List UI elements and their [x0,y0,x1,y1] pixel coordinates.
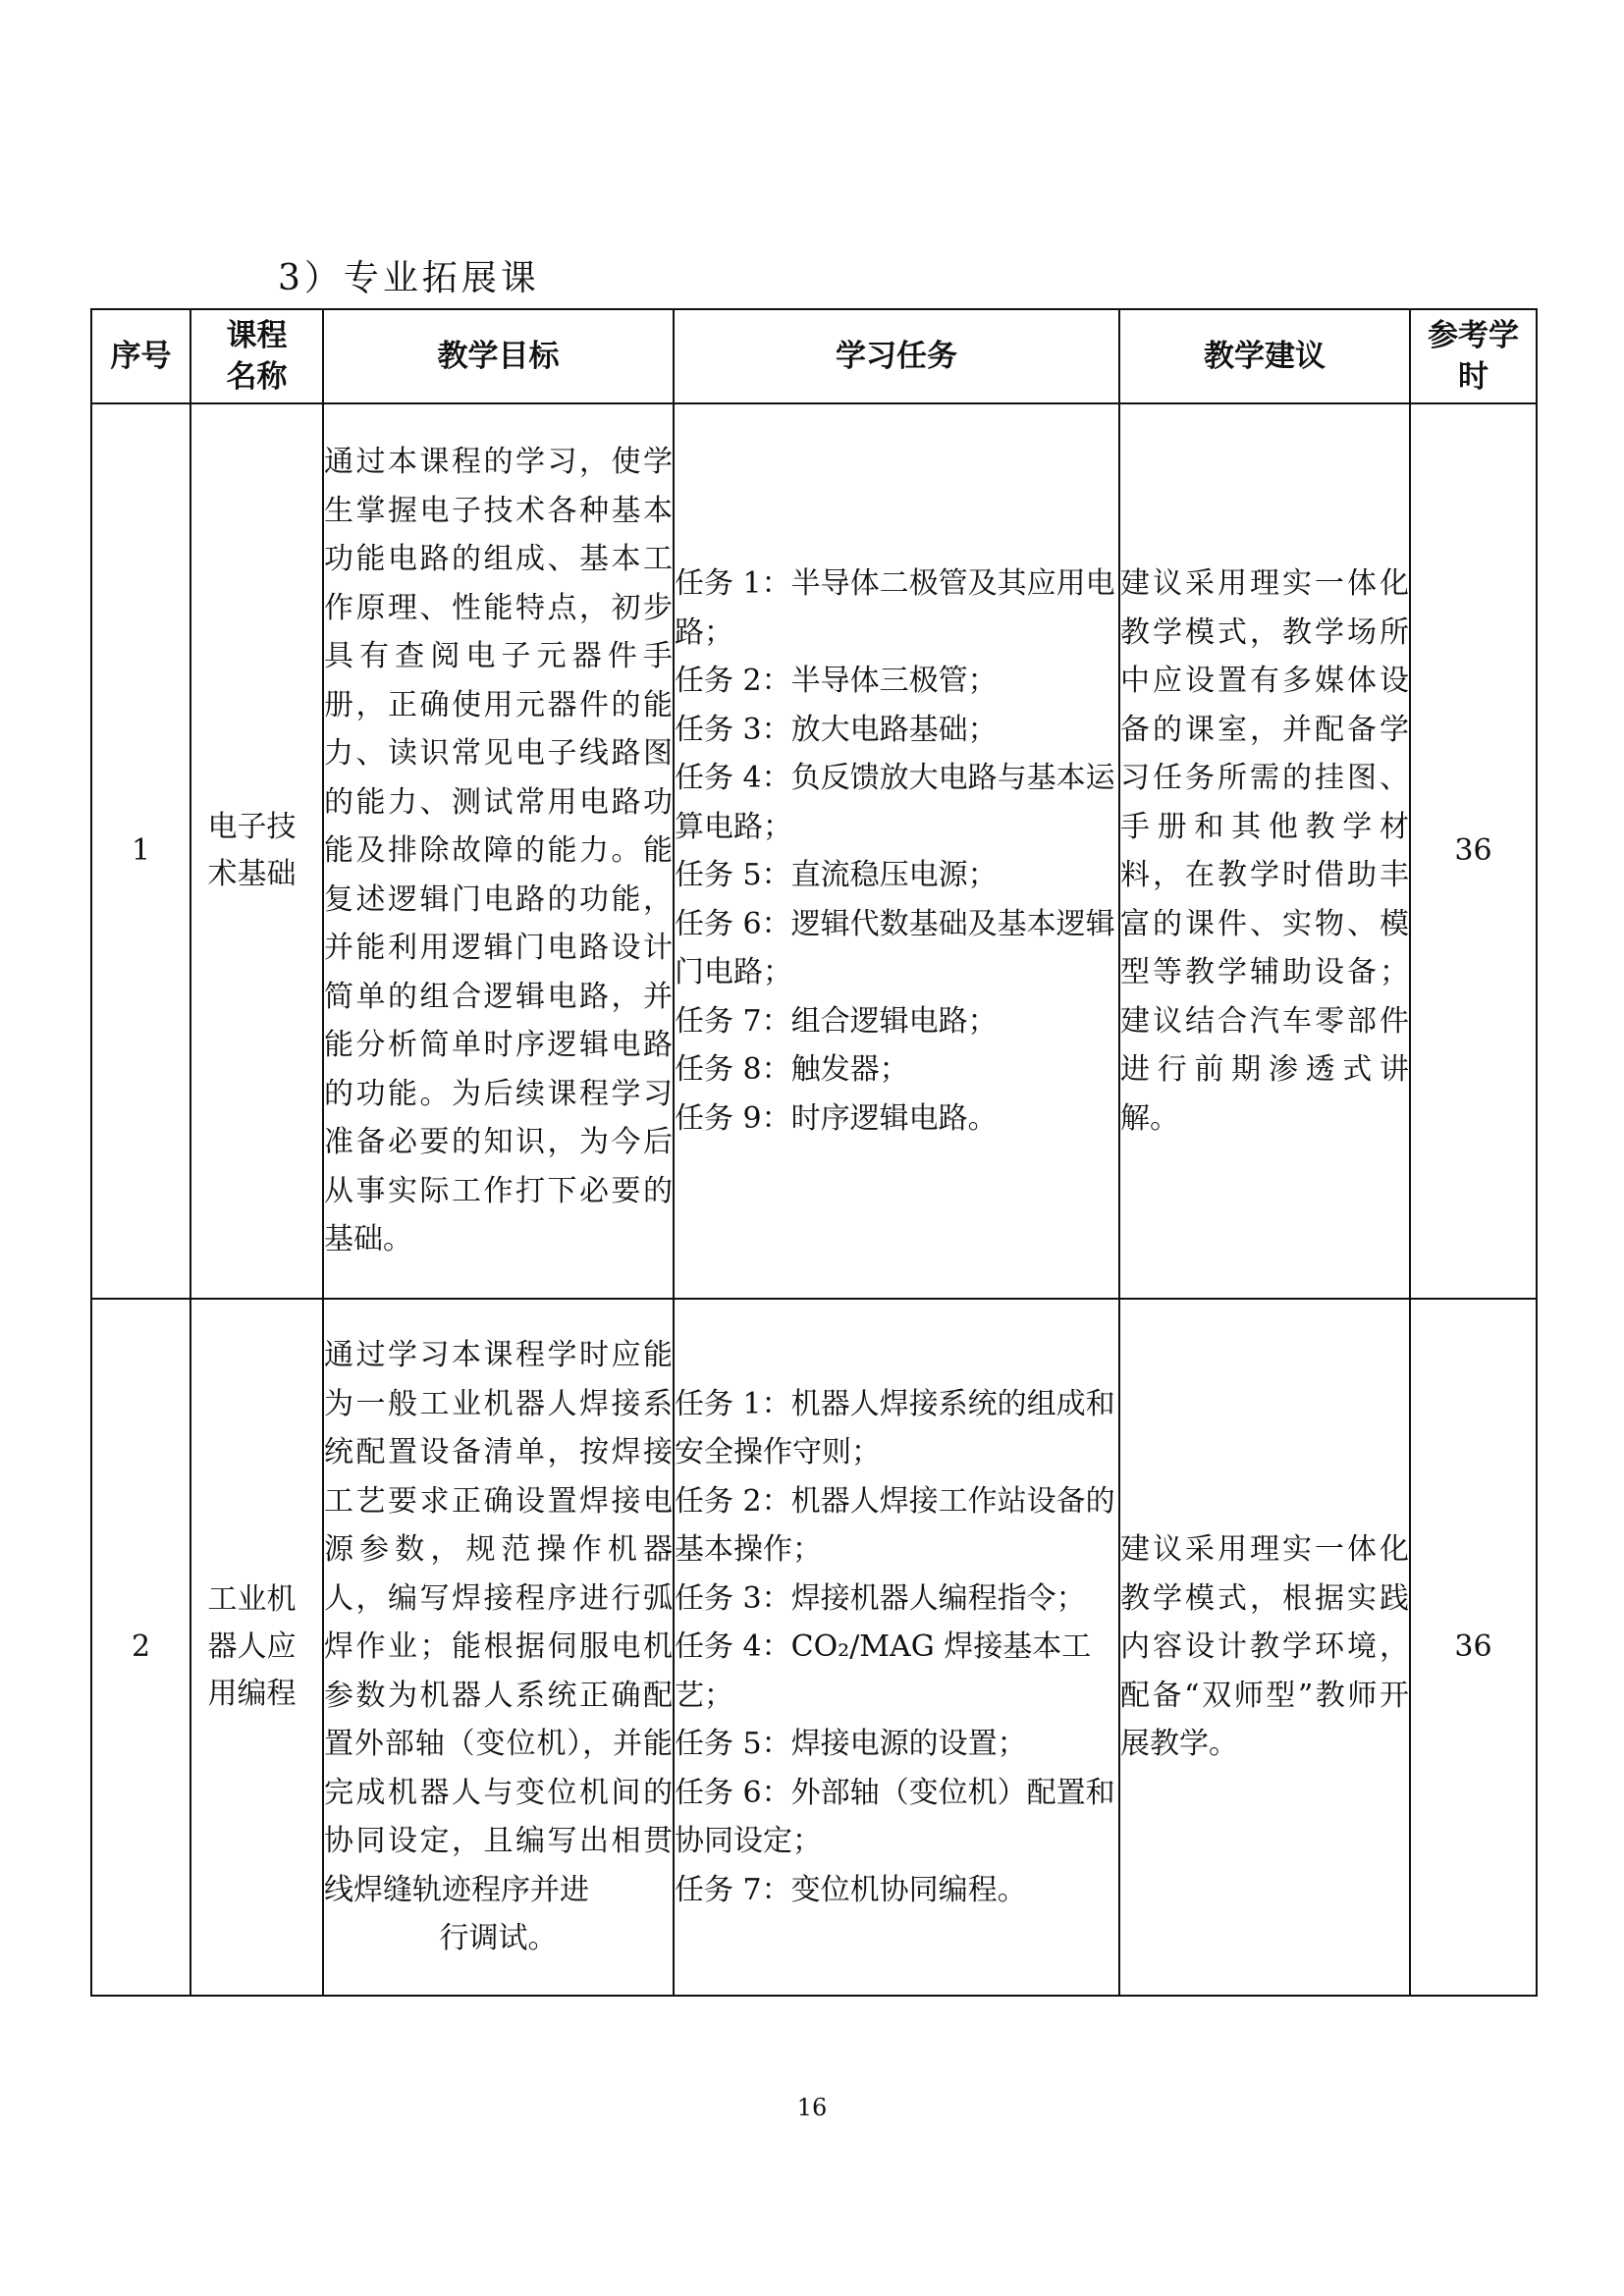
row-1-course-text: 电子技术基础 [207,810,297,891]
row-2-task: 任务 2：机器人焊接工作站设备的基本操作； [675,1483,1115,1568]
page-number: 16 [796,2094,828,2121]
header-suggestions: 教学建议 [1119,309,1410,403]
row-1-course [190,403,323,1299]
row-2-task: 任务 6：外部轴（变位机）配置和协同设定； [675,1775,1115,1859]
header-objective: 教学目标 [323,309,674,403]
row-2-objective-end: 行调试。 [439,1921,558,1956]
row-2-no: 2 [91,1299,190,1996]
header-hours [1410,309,1537,403]
course-table [90,308,1538,1997]
row-1-task: 任务 4：负反馈放大电路与基本运算电路； [675,761,1115,844]
row-2-task: 任务 4：CO₂/MAG 焊接基本工艺； [675,1629,1092,1713]
row-1-task: 任务 5：直流稳压电源； [675,858,998,892]
header-tasks: 学习任务 [674,309,1119,403]
header-hours-text: 参考学时 [1428,318,1519,395]
row-2-task: 任务 1：机器人焊接系统的组成和安全操作守则； [675,1386,1115,1470]
row-1-task: 任务 7：组合逻辑电路； [675,1003,998,1039]
row-1-tasks [674,403,1119,1299]
row-1-task: 任务 2：半导体三极管； [675,664,998,698]
row-1-task: 任务 9：时序逻辑电路。 [675,1100,998,1136]
row-2-objective-text: 通过学习本课程学时应能为一般工业机器人焊接系统配置设备清单，按焊接工艺要求正确设置焊接电源参数，规范操作机器人，编写焊接程序进行弧焊作业；能根据伺服电机参数为机器人系统正确配置外部轴（变位机），并能完成机器人与变位机间的协同设定，且编写出相贯线焊缝轨迹程序并进 [324,1338,673,1907]
table-row [91,403,1537,1299]
row-1-objective-text: 通过本课程的学习，使学生掌握电子技术各种基本功能电路的组成、基本工作原理、性能特点，初步具有查阅电子元器件手册，正确使用元器件的能力、读识常见电子线路图的能力、测试常用电路功能及排除故障的能力。能复述逻辑门电路的功能，并能利用逻辑门电路设计简单的组合逻辑电路，并能分析简单时序逻辑电路的功能。为后续课程学习准备必要的知识，为今后从事实际工作打下必要的基础。 [324,445,673,1257]
row-2-course [190,1299,323,1996]
header-course-text: 课程名称 [226,318,288,395]
row-2-suggestions: 建议采用理实一体化教学模式，根据实践内容设计教学环境，配备“双师型”教师开展教学。 [1119,1299,1410,1996]
row-2-objective [323,1299,674,1996]
row-1-objective [323,403,674,1299]
row-1-hours: 36 [1410,403,1537,1299]
row-2-task: 任务 3：焊接机器人编程指令； [675,1580,1086,1616]
table-header-row [91,309,1537,403]
row-1-suggestions: 建议采用理实一体化教学模式，教学场所中应设置有多媒体设备的课室，并配备学习任务所需的挂图、手册和其他教学材料，在教学时借助丰富的课件、实物、模型等教学辅助设备；建议结合汽车零部件进行前期渗透式讲解。 [1119,403,1410,1299]
row-1-task: 任务 3：放大电路基础； [675,712,998,747]
row-1-task: 任务 8：触发器； [675,1052,909,1087]
row-1-task: 任务 6：逻辑代数基础及基本逻辑门电路； [675,906,1115,989]
row-1-no: 1 [91,403,190,1299]
row-2-course-text: 工业机器人应用编程 [207,1582,297,1711]
row-1-task: 任务 1：半导体二极管及其应用电路； [675,566,1115,650]
row-2-tasks [674,1299,1119,1996]
row-2-hours: 36 [1410,1299,1537,1996]
header-course [190,309,323,403]
header-no: 序号 [91,309,190,403]
row-2-task: 任务 7：变位机协同编程。 [675,1872,1027,1907]
section-title: 3）专业拓展课 [278,258,540,298]
row-2-task: 任务 5：焊接电源的设置； [675,1727,1027,1762]
table-row [91,1299,1537,1996]
